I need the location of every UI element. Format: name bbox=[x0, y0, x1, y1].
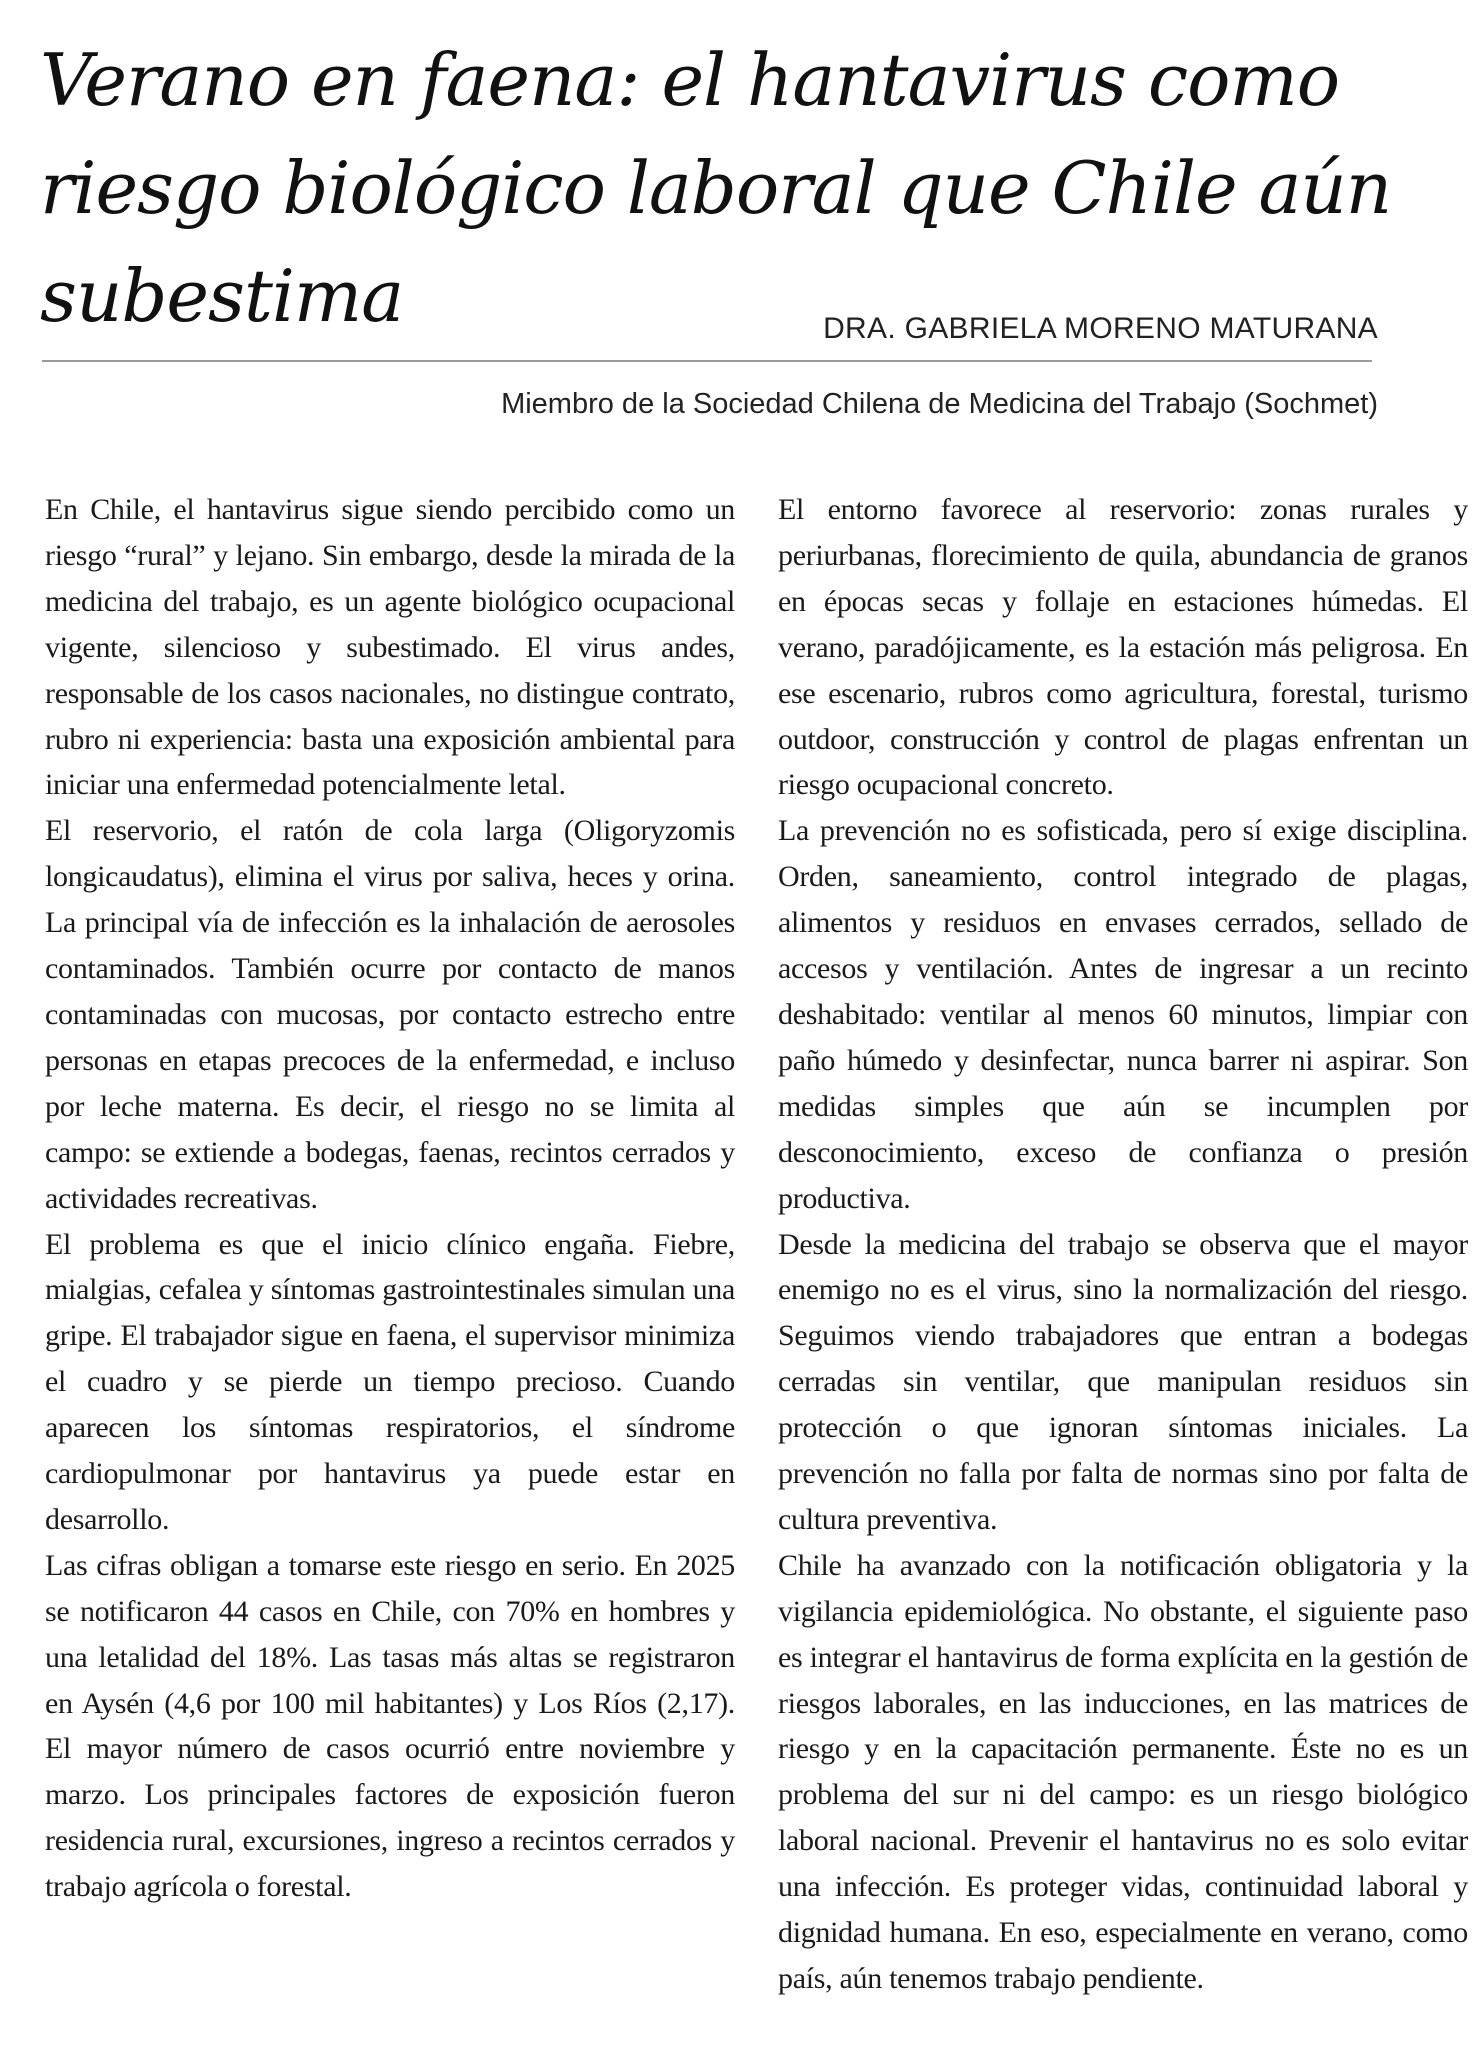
author-name: DRA. GABRIELA MORENO MATURANA bbox=[823, 312, 1378, 345]
article-paragraph: El entorno favorece al reservorio: zonas rurales y periurbanas, florecimiento de quila, abundancia de granos en épocas secas y follaje en estaciones húmedas. El verano, paradójicamente, es la estación más peligrosa. En ese escenario, rubros como agricultura, forestal, turismo outdoor, construcción y control de plagas enfrentan un riesgo ocupacional concreto. bbox=[778, 493, 1468, 802]
article-paragraph: En Chile, el hantavirus sigue siendo percibido como un riesgo “rural” y lejano. Sin embargo, desde la mirada de la medicina del trabajo, es un agente biológico ocupacional vigente, silencioso y subestimado. El virus andes, responsable de los casos nacionales, no distingue contrato, rubro ni experiencia: basta una exposición ambiental para iniciar una enfermedad potencialmente letal. bbox=[45, 493, 735, 802]
article-paragraph: El problema es que el inicio clínico engaña. Fiebre, mialgias, cefalea y síntomas gastrointestinales simulan una gripe. El trabajador sigue en faena, el supervisor minimiza el cuadro y se pierde un tiempo precioso. Cuando aparecen los síntomas respiratorios, el síndrome cardiopulmonar por hantavirus ya puede estar en desarrollo. bbox=[45, 1227, 735, 1536]
article-paragraph: Las cifras obligan a tomarse este riesgo en serio. En 2025 se notificaron 44 casos en Chile, con 70% en hombres y una letalidad del 18%. Las tasas más altas se registraron en Aysén (4,6 por 100 mil habitantes) y Los Ríos (2,17). El mayor número de casos ocurrió entre noviembre y marzo. Los principales factores de exposición fueron residencia rural, excursiones, ingreso a recintos cerrados y trabajo agrícola o forestal. bbox=[45, 1548, 735, 1904]
article-headline: Verano en faena: el hantavirus como riesgo biológico laboral que Chile aún subestima bbox=[40, 38, 1392, 338]
article-paragraph: El reservorio, el ratón de cola larga (Oligoryzomis longicaudatus), elimina el virus por saliva, heces y orina. La principal vía de infección es la inhalación de aerosoles contaminados. También ocurre por contacto de manos contaminadas con mucosas, por contacto estrecho entre personas en etapas precoces de la enfermedad, e incluso por leche materna. Es decir, el riesgo no se limita al campo: se extiende a bodegas, faenas, recintos cerrados y actividades recreativas. bbox=[45, 814, 735, 1215]
article-column-right bbox=[778, 487, 1468, 2002]
article-paragraph: Desde la medicina del trabajo se observa que el mayor enemigo no es el virus, sino la normalización del riesgo. Seguimos viendo trabajadores que entran a bodegas cerradas sin ventilar, que manipulan residuos sin protección o que ignoran síntomas iniciales. La prevención no falla por falta de normas sino por falta de cultura preventiva. bbox=[778, 1227, 1468, 1536]
author-affiliation: Miembro de la Sociedad Chilena de Medicina del Trabajo (Sochmet) bbox=[501, 388, 1378, 420]
article-paragraph: La prevención no es sofisticada, pero sí exige disciplina. Orden, saneamiento, control integrado de plagas, alimentos y residuos en envases cerrados, sellado de accesos y ventilación. Antes de ingresar a un recinto deshabitado: ventilar al menos 60 minutos, limpiar con paño húmedo y desinfectar, nunca barrer ni aspirar. Son medidas simples que aún se incumplen por desconocimiento, exceso de confianza o presión productiva. bbox=[778, 814, 1468, 1215]
header-divider bbox=[42, 360, 1372, 362]
article-paragraph: Chile ha avanzado con la notificación obligatoria y la vigilancia epidemiológica. No obstante, el siguiente paso es integrar el hantavirus de forma explícita en la gestión de riesgos laborales, en las inducciones, en las matrices de riesgo y en la capacitación permanente. Éste no es un problema del sur ni del campo: es un riesgo biológico laboral nacional. Prevenir el hantavirus no es solo evitar una infección. Es proteger vidas, continuidad laboral y dignidad humana. En eso, especialmente en verano, como país, aún tenemos trabajo pendiente. bbox=[778, 1548, 1468, 1995]
article-column-left bbox=[45, 487, 735, 1910]
